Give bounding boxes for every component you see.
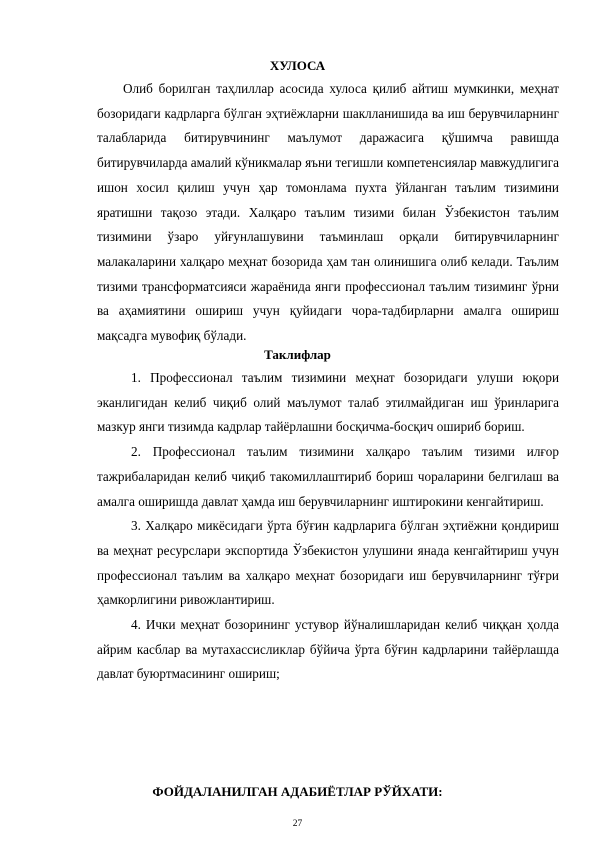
proposals-title: Таклифлар <box>264 347 331 362</box>
page-number: 27 <box>292 819 303 829</box>
conclusion-title: ХУЛОСА <box>269 58 326 73</box>
conclusion-paragraph: Олиб борилган таҳлиллар асосида хулоса қилиб айтиш мумкинки, меҳнат бозоридаги кадрларга бўлган эҳтиёжларни шаклланишида ва иш берувчиларнинг талабларида битирувчининг маълумот даражасига қўшимча равишда битирувчиларда амалий кўникмалар яъни тегишли компетенсиялар мавжудлигига ишон хосил қилиш учун ҳар томонлама пухта ўйланган таълим тизимини яратишни тақозо этади. Халқаро таълим тизими билан Ўзбекистон таълим тизимини ўзаро уйғунлашувини таъминлаш орқали битирувчиларнинг малакаларини халқаро меҳнат бозорида ҳам тан олинишига олиб келади. Таълим тизими трансформатсияси жараёнида янги профессионал таълим тизиминг ўрни ва аҳамиятини ошириш учун қуйидаги чора-тадбирларни амалга ошириш мақсадга мувофиқ бўлади. <box>97 81 559 344</box>
proposal-item-2: 2. Профессионал таълим тизимини халқаро таълим тизими илғор тажрибаларидан келиб чиқиб такомиллаштириб бориш чораларини белгилаш ва амалга оширишда давлат ҳамда иш берувчиларнинг иштирокини кенгайтириш. <box>97 444 559 509</box>
proposal-item-1: 1. Профессионал таълим тизимини меҳнат бозоридаги улуши юқори эканлигидан келиб чиқиб олий маълумот талаб этилмайдиган иш ўринларига мазкур янги тизимда кадрлар тайёрлашни босқичма-босқич ошириб бориш. <box>97 370 559 435</box>
conclusion-section <box>97 77 559 349</box>
proposals-list <box>97 366 559 687</box>
proposal-item-4: 4. Ички меҳнат бозорининг устувор йўналишларидан келиб чиққан ҳолда айрим касблар ва мутахассисликлар бўйича ўрта бўғин кадрларини тайёрлашда давлат буюртмасининг ошириш; <box>97 617 559 682</box>
references-title: ФОЙДАЛАНИЛГАН АДАБИЁТЛАР РЎЙХАТИ: <box>152 784 443 799</box>
proposal-item-3: 3. Халқаро микёсидаги ўрта бўғин кадрларига бўлган эҳтиёжни қондириш ва меҳнат ресурслари экспортида Ўзбекистон улушини янада кенгайтириш учун профессионал таълим ва халқаро меҳнат бозоридаги иш берувчиларнинг тўғри ҳамкорлигини ривожлантириш. <box>97 518 559 608</box>
